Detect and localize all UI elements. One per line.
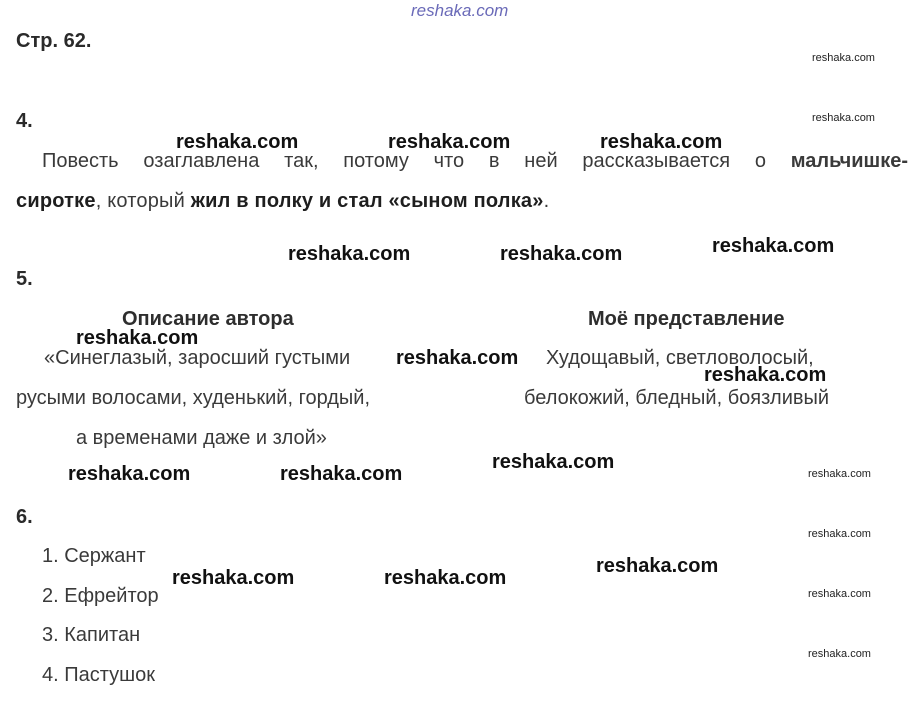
watermark: reshaka.com: [280, 463, 403, 485]
watermark-small: reshaka.com: [808, 528, 871, 540]
list-item: 4. Пастушок: [42, 664, 156, 686]
watermark-small: reshaka.com: [808, 588, 871, 600]
page-label: Стр. 62.: [16, 30, 92, 52]
section-4-line-2-bold-1: сиротке: [16, 190, 96, 212]
mine-line-2: белокожий, бледный, боязливый: [524, 387, 830, 409]
author-line-1: «Синеглазый, заросший густыми: [44, 347, 351, 369]
watermark: reshaka.com: [704, 364, 827, 386]
watermark: reshaka.com: [176, 131, 299, 153]
section-4-line-2-text-1: , который: [95, 190, 191, 212]
list-item: 2. Ефрейтор: [42, 585, 159, 607]
watermark-small: reshaka.com: [808, 648, 871, 660]
watermark-small: reshaka.com: [812, 52, 875, 64]
watermark: reshaka.com: [384, 567, 507, 589]
section-6-number: 6.: [16, 506, 33, 528]
author-line-2: русыми волосами, худенький, гордый,: [16, 387, 371, 409]
watermark: reshaka.com: [172, 567, 295, 589]
watermark: reshaka.com: [596, 555, 719, 577]
watermark-small: reshaka.com: [812, 112, 875, 124]
watermark: reshaka.com: [76, 327, 199, 349]
column-header-author: Описание автора: [122, 308, 294, 330]
watermark-small: reshaka.com: [808, 468, 871, 480]
section-4-line-1-text: Повесть озаглавлена так, потому что в ней рассказывается о: [42, 150, 791, 172]
section-5-number: 5.: [16, 268, 33, 290]
author-line-3: а временами даже и злой»: [76, 427, 327, 449]
list-item: 1. Сержант: [42, 545, 146, 567]
watermark: reshaka.com: [396, 347, 519, 369]
watermark: reshaka.com: [388, 131, 511, 153]
section-4-line-2: [16, 190, 549, 213]
watermark: reshaka.com: [492, 451, 615, 473]
list-item: 3. Капитан: [42, 624, 141, 646]
mine-line-1: Худощавый, светловолосый,: [546, 347, 814, 369]
section-4-number: 4.: [16, 110, 33, 132]
section-4-line-2-bold-2: жил в полку и стал «сыном полка»: [190, 190, 544, 212]
watermark: reshaka.com: [600, 131, 723, 153]
top-watermark: reshaka.com: [411, 1, 509, 20]
watermark: reshaka.com: [68, 463, 191, 485]
section-4-line-1-bold: мальчишке-: [790, 150, 908, 172]
section-4-line-2-text-2: .: [543, 190, 550, 212]
watermark: reshaka.com: [288, 243, 411, 265]
watermark: reshaka.com: [712, 235, 835, 257]
watermark: reshaka.com: [500, 243, 623, 265]
column-header-mine: Моё представление: [588, 308, 785, 330]
